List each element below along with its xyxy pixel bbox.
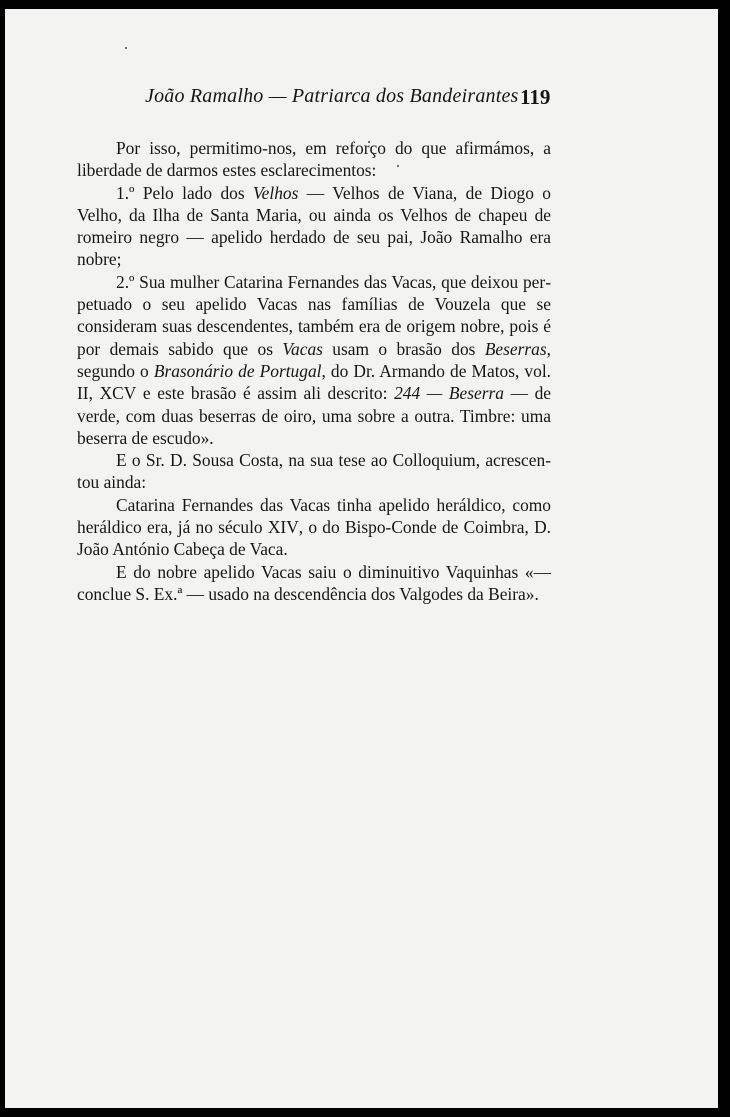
text-segment: II	[77, 383, 89, 404]
text-segment: 244 — Beserra	[394, 383, 504, 404]
running-header	[5, 85, 718, 115]
text-segment: E o Sr. D. Sousa Costa, na sua tese ao Colloquium, acrescentou ainda:	[77, 450, 551, 493]
text-segment: Velhos	[252, 182, 299, 203]
text-segment: 1.º Pelo lado dos	[116, 182, 253, 203]
text-segment: Brasonário de Portugal	[153, 360, 322, 381]
text-segment: , segundo o	[77, 338, 551, 381]
text-segment: XIV	[267, 517, 299, 538]
paragraph-p6	[77, 561, 551, 606]
paragraph-p2	[77, 182, 551, 271]
text-segment: 2.º Sua mulher Catarina Fernandes das Vacas, que deixou perpetuado o seu apelido Vacas nas famílias de Vouzela que se consideram suas descendentes, também era de origem nobre, pois é por demais sabido que os	[77, 271, 551, 359]
text-segment: , o do Bispo-Conde de Coimbra, D. João António Cabeça de Vaca.	[77, 517, 551, 560]
running-title: João Ramalho — Patriarca dos Bandeirantes	[145, 85, 519, 107]
text-segment: — de verde, com duas beserras de oiro, uma sobre a outra. Timbre: uma beserra de escudo».	[77, 383, 551, 448]
paragraph-p3	[77, 271, 551, 449]
text-segment: E do nobre apelido Vacas saiu o diminuitivo Vaquinhas «— conclue S. Ex.ª — usado na descendência dos Valgodes da Beira».	[77, 561, 551, 604]
page-sheet	[5, 9, 718, 1108]
text-segment: — Velhos de Viana, de Diogo o Velho, da Ilha de Santa Maria, ou ainda os Velhos de chapeu de romeiro negro — apelido herdado de seu pai, João Ramalho era nobre;	[77, 182, 551, 270]
text-segment: e este brasão é assim ali descrito:	[136, 383, 395, 404]
paragraph-p4	[77, 449, 551, 494]
scan-speck	[125, 47, 127, 49]
text-segment: Por isso, permitimo-nos, em reforço do que afirmámos, a liberdade de darmos estes esclarecimentos:	[77, 138, 551, 181]
text-segment: Vacas	[282, 338, 323, 359]
paragraph-p5	[77, 494, 551, 561]
text-segment: XCV	[99, 383, 137, 404]
text-segment: , do Dr. Armando de Matos, vol.	[321, 360, 551, 381]
page-number: 119	[520, 85, 551, 109]
text-segment: ,	[88, 383, 100, 404]
text-segment: Catarina Fernandes das Vacas tinha apelido heráldico, como heráldico era, já no século	[77, 494, 551, 538]
text-segment: Beserras	[484, 338, 547, 359]
text-segment: usam o brasão dos	[322, 338, 485, 359]
body-text	[77, 137, 551, 605]
paragraph-p1	[77, 137, 551, 182]
scan-border	[718, 0, 730, 1117]
